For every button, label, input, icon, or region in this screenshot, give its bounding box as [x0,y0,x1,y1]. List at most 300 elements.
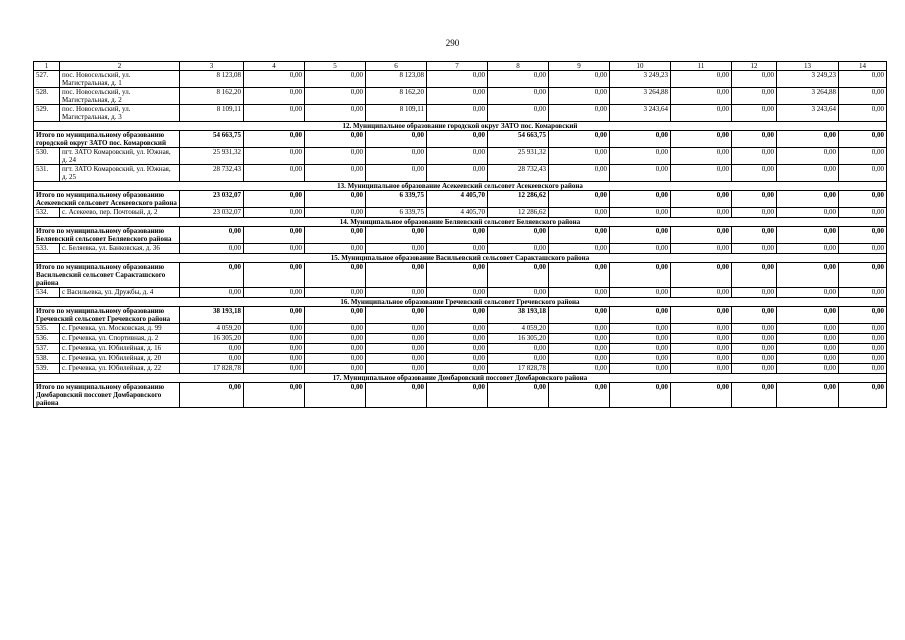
total-value: 0,00 [671,263,732,288]
value-cell: 0,00 [671,288,732,298]
value-cell: 0,00 [427,364,488,374]
value-cell: 16 305,20 [180,334,244,344]
value-cell: 0,00 [305,334,366,344]
value-cell: 3 249,23 [777,71,839,88]
value-cell: 0,00 [610,364,671,374]
total-row [34,227,887,244]
value-cell: 0,00 [366,244,427,254]
value-cell: 0,00 [732,148,777,165]
address-cell: с. Гречевка, ул. Юбилейная, д. 20 [60,354,180,364]
total-value: 0,00 [777,307,839,324]
total-value: 0,00 [610,307,671,324]
total-value: 0,00 [839,307,887,324]
value-cell: 0,00 [305,71,366,88]
value-cell: 0,00 [427,71,488,88]
section-heading: 17. Муниципальное образование Домбаровский поссовет Домбаровского района [34,374,887,383]
total-label: Итого по муниципальному образованию Беляевский сельсовет Беляевского района [34,227,180,244]
value-cell: 0,00 [305,88,366,105]
value-cell: 17 828,78 [180,364,244,374]
section-heading: 13. Муниципальное образование Асекеевский сельсовет Асекеевского района [34,182,887,191]
total-value: 0,00 [610,263,671,288]
value-cell: 0,00 [732,165,777,182]
value-cell: 0,00 [549,244,610,254]
value-cell: 28 732,43 [180,165,244,182]
value-cell: 0,00 [366,364,427,374]
value-cell: 0,00 [244,105,305,122]
table-row [34,165,887,182]
value-cell: 0,00 [839,148,887,165]
value-cell: 0,00 [839,324,887,334]
section-heading-row [34,218,887,227]
value-cell: 0,00 [305,354,366,364]
value-cell: 25 931,32 [180,148,244,165]
value-cell: 0,00 [549,364,610,374]
total-value: 0,00 [244,131,305,148]
value-cell: 0,00 [305,165,366,182]
address-cell: с. Гречевка, ул. Спортивная, д. 2 [60,334,180,344]
value-cell: 0,00 [366,354,427,364]
total-value: 0,00 [305,263,366,288]
total-value: 0,00 [366,383,427,408]
total-value: 0,00 [427,307,488,324]
total-value: 0,00 [839,191,887,208]
value-cell: 3 243,64 [610,105,671,122]
value-cell: 0,00 [839,364,887,374]
table-row [34,324,887,334]
section-heading: 12. Муниципальное образование городской округ ЗАТО пос. Комаровский [34,122,887,131]
value-cell: 0,00 [671,88,732,105]
total-value: 0,00 [839,227,887,244]
total-value: 0,00 [305,131,366,148]
section-heading-row [34,254,887,263]
value-cell: 0,00 [610,165,671,182]
total-value: 0,00 [366,263,427,288]
total-label: Итого по муниципальному образованию Васильевский сельсовет Саракташского района [34,263,180,288]
column-header: 5 [305,62,366,71]
total-value: 0,00 [777,227,839,244]
column-header: 8 [488,62,549,71]
total-value: 0,00 [305,191,366,208]
row-number: 530. [34,148,60,165]
table-row [34,208,887,218]
row-number: 533. [34,244,60,254]
value-cell: 4 059,20 [180,324,244,334]
column-header: 1 [34,62,60,71]
value-cell: 0,00 [671,165,732,182]
value-cell: 0,00 [305,344,366,354]
value-cell: 0,00 [671,105,732,122]
value-cell: 0,00 [777,244,839,254]
total-row [34,263,887,288]
value-cell: 0,00 [305,105,366,122]
total-value: 0,00 [244,383,305,408]
value-cell: 0,00 [732,288,777,298]
total-value: 0,00 [549,227,610,244]
value-cell: 0,00 [732,364,777,374]
value-cell: 0,00 [610,244,671,254]
column-header-row [34,62,887,71]
value-cell: 0,00 [839,288,887,298]
value-cell: 0,00 [244,71,305,88]
row-number: 529. [34,105,60,122]
total-value: 0,00 [732,383,777,408]
total-value: 0,00 [839,263,887,288]
value-cell: 0,00 [777,148,839,165]
value-cell: 0,00 [732,208,777,218]
value-cell: 0,00 [777,288,839,298]
value-cell: 0,00 [488,88,549,105]
value-cell: 0,00 [366,324,427,334]
value-cell: 0,00 [244,88,305,105]
value-cell: 12 286,62 [488,208,549,218]
value-cell: 0,00 [549,165,610,182]
value-cell: 8 123,08 [366,71,427,88]
value-cell: 28 732,43 [488,165,549,182]
value-cell: 0,00 [427,354,488,364]
value-cell: 0,00 [180,354,244,364]
value-cell: 0,00 [839,105,887,122]
value-cell: 0,00 [488,344,549,354]
column-header: 10 [610,62,671,71]
total-value: 0,00 [305,383,366,408]
value-cell: 0,00 [549,344,610,354]
table-row [34,88,887,105]
total-value: 0,00 [732,307,777,324]
value-cell: 0,00 [671,364,732,374]
total-value: 0,00 [305,307,366,324]
value-cell: 0,00 [732,334,777,344]
total-value: 0,00 [427,263,488,288]
value-cell: 0,00 [488,105,549,122]
value-cell: 0,00 [427,165,488,182]
table-row [34,334,887,344]
total-value: 54 663,75 [180,131,244,148]
address-cell: с. Гречевка, ул. Московская, д. 99 [60,324,180,334]
value-cell: 0,00 [610,324,671,334]
row-number: 534. [34,288,60,298]
total-value: 0,00 [366,131,427,148]
total-value: 0,00 [610,131,671,148]
total-value: 0,00 [610,227,671,244]
total-value: 0,00 [777,131,839,148]
total-row [34,307,887,324]
value-cell: 0,00 [180,244,244,254]
value-cell: 0,00 [427,105,488,122]
section-heading: 14. Муниципальное образование Беляевский сельсовет Беляевского района [34,218,887,227]
value-cell: 8 123,08 [180,71,244,88]
value-cell: 0,00 [610,288,671,298]
total-value: 0,00 [180,263,244,288]
value-cell: 0,00 [180,344,244,354]
table-row [34,288,887,298]
total-value: 0,00 [488,227,549,244]
value-cell: 3 264,88 [610,88,671,105]
value-cell: 3 243,64 [777,105,839,122]
total-value: 0,00 [732,227,777,244]
value-cell: 0,00 [732,88,777,105]
total-value: 0,00 [427,131,488,148]
value-cell: 0,00 [427,88,488,105]
address-cell: пос. Новосельский, ул. Магистральная, д. 2 [60,88,180,105]
value-cell: 0,00 [777,324,839,334]
total-value: 0,00 [427,383,488,408]
value-cell: 0,00 [777,208,839,218]
value-cell: 0,00 [610,344,671,354]
value-cell: 0,00 [732,354,777,364]
address-cell: пгт. ЗАТО Комаровский, ул. Южная, д. 24 [60,148,180,165]
row-number: 527. [34,71,60,88]
value-cell: 0,00 [549,88,610,105]
row-number: 531. [34,165,60,182]
column-header: 12 [732,62,777,71]
value-cell: 0,00 [549,105,610,122]
value-cell: 0,00 [488,244,549,254]
value-cell: 0,00 [671,324,732,334]
value-cell: 0,00 [839,244,887,254]
total-value: 38 193,18 [488,307,549,324]
value-cell: 0,00 [305,288,366,298]
address-cell: пос. Новосельский, ул. Магистральная, д. 3 [60,105,180,122]
address-cell: пгт. ЗАТО Комаровский, ул. Южная, д. 25 [60,165,180,182]
row-number: 536. [34,334,60,344]
value-cell: 0,00 [244,364,305,374]
value-cell: 0,00 [549,288,610,298]
total-value: 0,00 [549,307,610,324]
row-number: 539. [34,364,60,374]
value-cell: 0,00 [427,148,488,165]
total-value: 0,00 [777,191,839,208]
total-row [34,383,887,408]
value-cell: 0,00 [305,324,366,334]
total-value: 38 193,18 [180,307,244,324]
value-cell: 0,00 [549,334,610,344]
value-cell: 0,00 [549,148,610,165]
row-number: 528. [34,88,60,105]
value-cell: 0,00 [366,165,427,182]
value-cell: 0,00 [839,334,887,344]
table-row [34,354,887,364]
row-number: 535. [34,324,60,334]
value-cell: 0,00 [488,354,549,364]
value-cell: 8 109,11 [180,105,244,122]
value-cell: 0,00 [549,208,610,218]
value-cell: 0,00 [244,344,305,354]
value-cell: 0,00 [366,148,427,165]
value-cell: 0,00 [244,288,305,298]
value-cell: 17 828,78 [488,364,549,374]
column-header: 11 [671,62,732,71]
total-value: 23 032,07 [180,191,244,208]
value-cell: 0,00 [671,244,732,254]
value-cell: 0,00 [549,71,610,88]
column-header: 6 [366,62,427,71]
total-label: Итого по муниципальному образованию Асекеевский сельсовет Асекеевского района [34,191,180,208]
value-cell: 0,00 [610,208,671,218]
value-cell: 0,00 [839,71,887,88]
total-value: 0,00 [777,383,839,408]
value-cell: 0,00 [488,71,549,88]
total-value: 0,00 [549,383,610,408]
value-cell: 0,00 [839,208,887,218]
page-number: 290 [445,38,460,48]
value-cell: 0,00 [488,288,549,298]
value-cell: 0,00 [732,244,777,254]
total-value: 0,00 [671,383,732,408]
value-cell: 0,00 [671,334,732,344]
total-value: 4 405,70 [427,191,488,208]
row-number: 532. [34,208,60,218]
total-value: 0,00 [366,307,427,324]
total-value: 0,00 [244,307,305,324]
value-cell: 0,00 [671,148,732,165]
total-value: 0,00 [180,383,244,408]
value-cell: 0,00 [671,208,732,218]
column-header: 13 [777,62,839,71]
total-value: 54 663,75 [488,131,549,148]
value-cell: 0,00 [671,344,732,354]
value-cell: 0,00 [671,71,732,88]
total-value: 0,00 [839,383,887,408]
value-cell: 8 109,11 [366,105,427,122]
row-number: 537. [34,344,60,354]
total-row [34,191,887,208]
address-cell: пос. Новосельский, ул. Магистральная, д. 1 [60,71,180,88]
total-value: 0,00 [366,227,427,244]
column-header: 4 [244,62,305,71]
value-cell: 0,00 [180,288,244,298]
value-cell: 0,00 [427,334,488,344]
table-row [34,364,887,374]
total-value: 12 286,62 [488,191,549,208]
value-cell: 0,00 [610,354,671,364]
value-cell: 0,00 [244,208,305,218]
total-value: 0,00 [244,263,305,288]
value-cell: 0,00 [366,288,427,298]
column-header: 3 [180,62,244,71]
column-header: 9 [549,62,610,71]
total-label: Итого по муниципальному образованию Домбаровский поссовет Домбаровского района [34,383,180,408]
value-cell: 0,00 [610,148,671,165]
value-cell: 0,00 [732,344,777,354]
value-cell: 0,00 [427,344,488,354]
value-cell: 0,00 [305,208,366,218]
table-row [34,148,887,165]
column-header: 2 [60,62,180,71]
section-heading-row [34,182,887,191]
value-cell: 0,00 [777,344,839,354]
row-number: 538. [34,354,60,364]
value-cell: 0,00 [671,354,732,364]
value-cell: 8 162,20 [366,88,427,105]
total-label: Итого по муниципальному образованию городской округ ЗАТО пос. Комаровский [34,131,180,148]
total-value: 0,00 [427,227,488,244]
total-label: Итого по муниципальному образованию Гречевский сельсовет Гречевского района [34,307,180,324]
total-value: 0,00 [839,131,887,148]
total-value: 0,00 [777,263,839,288]
value-cell: 0,00 [610,334,671,344]
value-cell: 25 931,32 [488,148,549,165]
total-value: 0,00 [549,191,610,208]
total-value: 0,00 [180,227,244,244]
value-cell: 16 305,20 [488,334,549,344]
value-cell: 0,00 [427,288,488,298]
value-cell: 0,00 [732,324,777,334]
address-cell: с. Гречевка, ул. Юбилейная, д. 22 [60,364,180,374]
value-cell: 0,00 [366,334,427,344]
value-cell: 0,00 [244,334,305,344]
value-cell: 0,00 [839,88,887,105]
value-cell: 3 264,88 [777,88,839,105]
column-header: 7 [427,62,488,71]
value-cell: 0,00 [427,324,488,334]
total-value: 0,00 [732,191,777,208]
section-heading: 16. Муниципальное образование Гречевский сельсовет Гречевского района [34,298,887,307]
data-table [33,61,887,408]
value-cell: 0,00 [244,354,305,364]
address-cell: с. Гречевка, ул. Юбилейная, д. 16 [60,344,180,354]
total-value: 0,00 [671,131,732,148]
value-cell: 23 032,07 [180,208,244,218]
total-value: 0,00 [671,191,732,208]
value-cell: 0,00 [305,244,366,254]
value-cell: 0,00 [777,165,839,182]
section-heading-row [34,298,887,307]
value-cell: 0,00 [732,105,777,122]
value-cell: 4 405,70 [427,208,488,218]
section-heading-row [34,374,887,383]
value-cell: 0,00 [777,354,839,364]
value-cell: 0,00 [549,354,610,364]
value-cell: 6 339,75 [366,208,427,218]
total-value: 0,00 [488,383,549,408]
total-value: 0,00 [244,227,305,244]
value-cell: 0,00 [427,244,488,254]
table-row [34,344,887,354]
total-value: 0,00 [671,227,732,244]
value-cell: 0,00 [244,148,305,165]
value-cell: 0,00 [366,344,427,354]
address-cell: с. Асекеево, пер. Почтовый, д. 2 [60,208,180,218]
total-row [34,131,887,148]
value-cell: 8 162,20 [180,88,244,105]
total-value: 0,00 [549,263,610,288]
table-row [34,244,887,254]
column-header: 14 [839,62,887,71]
total-value: 0,00 [732,263,777,288]
total-value: 0,00 [610,191,671,208]
table-row [34,105,887,122]
value-cell: 0,00 [244,324,305,334]
table-row [34,71,887,88]
total-value: 0,00 [671,307,732,324]
value-cell: 0,00 [777,364,839,374]
total-value: 0,00 [488,263,549,288]
section-heading: 15. Муниципальное образование Васильевский сельсовет Саракташского района [34,254,887,263]
total-value: 6 339,75 [366,191,427,208]
value-cell: 0,00 [839,165,887,182]
value-cell: 0,00 [839,354,887,364]
value-cell: 0,00 [839,344,887,354]
total-value: 0,00 [610,383,671,408]
section-heading-row [34,122,887,131]
value-cell: 0,00 [305,364,366,374]
value-cell: 0,00 [244,244,305,254]
total-value: 0,00 [305,227,366,244]
value-cell: 3 249,23 [610,71,671,88]
total-value: 0,00 [732,131,777,148]
total-value: 0,00 [549,131,610,148]
value-cell: 4 059,20 [488,324,549,334]
